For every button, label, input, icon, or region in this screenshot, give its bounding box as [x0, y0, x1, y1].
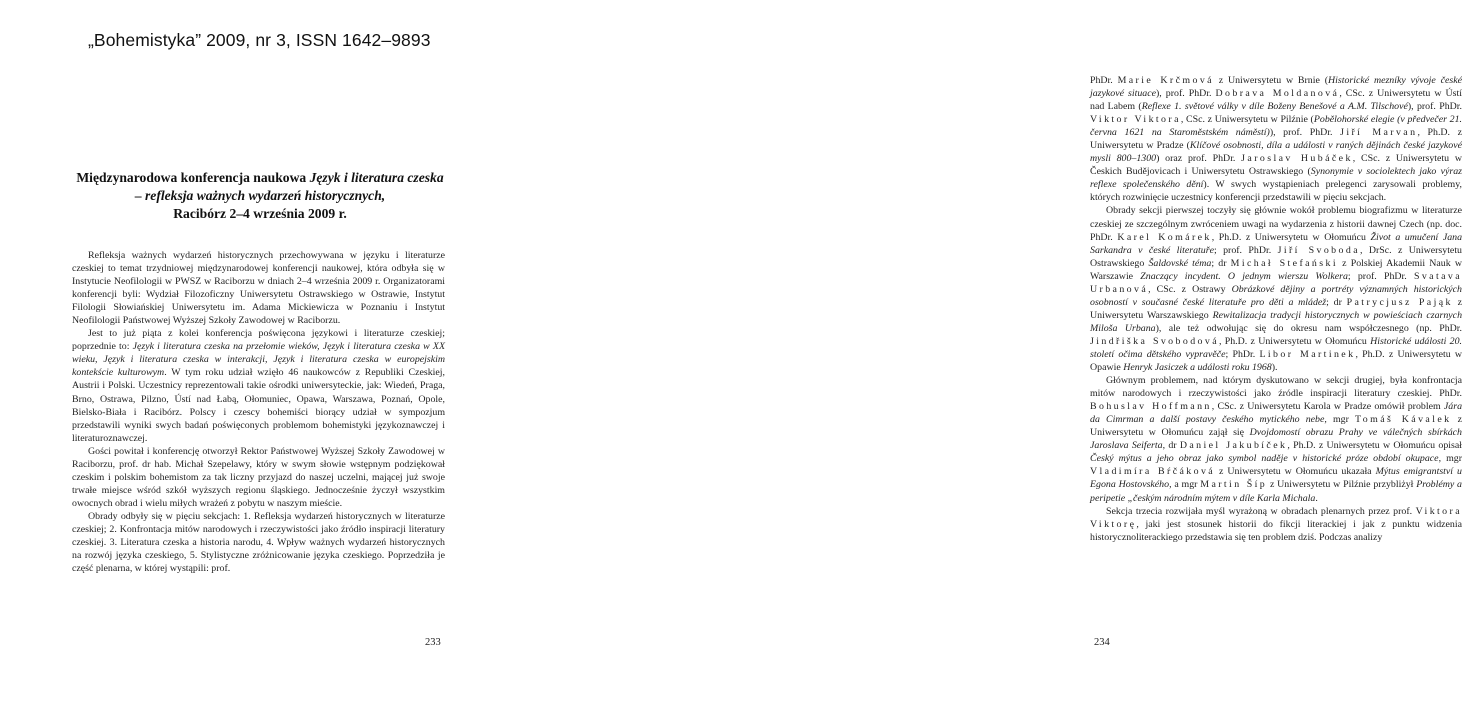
text-run: Głównym problemem, nad którym dyskutowano w sekcji drugiej, była konfrontacja mitów narodowych i rzeczywistości jako źródle inspiracji literatury czeskiej. PhDr. [1090, 375, 1462, 400]
talk-title: Rewitalizacja tradycji historycznych w powieściach czarnych Miloša Urbana [1090, 309, 1462, 334]
talk-title: Historické mezníky vývoje české jazykové situace [1090, 75, 1462, 100]
speaker-name: Martin Šíp [1200, 479, 1268, 491]
text-run: ; prof. PhDr. [1347, 270, 1414, 282]
talk-title: Život a umučení Jana Sarkandra v české literatuře [1090, 231, 1462, 256]
text-run: , Ph.D. z Uniwersytetu w Ołomuńcu [1218, 335, 1371, 347]
speaker-name: Viktor Viktora [1090, 114, 1181, 126]
title-line-3: Racibórz 2–4 września 2009 r. [173, 206, 347, 221]
text-run: , CSc. z Uniwersytetu Karola w Pradze omówił problem [1211, 401, 1444, 413]
text-run: , CSc. z Uniwersytetu w Českich Budějovicach i Uniwersytetu Ostrawskiego ( [1090, 153, 1462, 178]
talk-title: Historické události 20. století očima dětského vypravěče [1090, 335, 1462, 360]
paragraph-2-italic: Język i literatura czeska na przełomie wieków, Język i literatura czeska w XX wieku, Język i literatura czeska w interakcji, Język i literatura czeska w europejskim kontekście kulturowym [72, 341, 445, 379]
paragraph-4: Obrady odbyły się w pięciu sekcjach: 1. Refleksja wydarzeń historycznych w literaturze czeskiej; 2. Konfrontacja mitów narodowych i rzeczywistości jako źródło inspiracji literatury czeskiej. 3. Literatura czeska a historia narodu, 4. Wpływ ważnych wydarzeń historycznych na rozwój języka czeskiego, 5. Stylistyczne zróżnicowanie języka czeskiego. Poprzedziła je część plenarna, w której wystąpili: prof. [72, 510, 445, 575]
text-run: ), prof. PhDr. [1156, 88, 1216, 100]
paragraph-2-a: Jest to już piąta z kolei konferencja poświęcona językowi i literaturze czeskiej; poprzednie to: [72, 328, 445, 353]
speaker-name: Jaroslav Hubáček [1241, 153, 1353, 165]
text-run: Obrady sekcji pierwszej toczyły się głównie wokół problemu biografizmu w literaturze czeskiej ze szczególnym zwróceniem uwagi na wydarzenia z historii dawnej Czech (np. doc. PhDr. [1090, 205, 1462, 243]
talk-title: Obrázkové dějiny a portréty významných historických osobností v současné české literatuře pro děti a mládež [1090, 283, 1462, 308]
title-line-2-text: – refleksja ważnych wydarzeń historycznych, [134, 188, 386, 203]
left-page [0, 0, 512, 724]
paragraph-3: Gości powitał i konferencję otworzył Rektor Państwowej Wyższej Szkoły Zawodowej w Raciborzu, prof. dr hab. Michał Szepelawy, który w swym słowie wstępnym podziękował czeskim i polskim bohemistom za tak liczny przyjazd do naszej uczelni, mającej już swoje trwałe miejsce wśród szkół wyższych regionu śląskiego. Jednocześnie życzył wszystkim owocnych obrad i wielu miłych wrażeń z pobytu w naszym mieście. [72, 445, 445, 509]
paragraph-2-b: . W tym roku udział wzięło 46 naukowców z Republiki Czeskiej, Austrii i Polski. Uczestnicy reprezentowali takie ośrodki uniwersyteckie, jak: Wiedeń, Praga, Brno, Ostrawa, Pilzno, Ústí nad Łabą, Ołomuniec, Opawa, Warszawa, Poznań, Opole, Bielsko-Biała i Racibórz. Polscy i czescy bohemiści biorący udział w sympozjum przedstawili wyniki swych badań poświęconych problemom bohemistyki językoznawczej i literaturoznawczej. [72, 367, 445, 444]
talk-title: Jára da Cimrman a další postavy českého mytického nebe [1090, 401, 1462, 426]
title-line-1-prefix: Międzynarodowa konferencja naukowa [76, 170, 310, 185]
text-run: , Ph.D. z Uniwersytetu w Ołomuńcu opisał [1287, 440, 1462, 452]
talk-title: Český mýtus a jeho obraz jako symbol naděje v historické próze období okupace [1090, 453, 1439, 465]
text-run: ) oraz prof. PhDr. [1156, 153, 1242, 165]
speaker-name: Dobrava Moldanová [1215, 88, 1340, 100]
text-run: ). W swych wystąpieniach prelegenci zarysowali problemy, których rozwinięcie uczestnicy konferencji przedstawili w pięciu sekcjach. [1090, 179, 1462, 204]
speaker-name: Vladimíra Bŕčáková [1090, 466, 1216, 478]
talk-title: Dvojdomostí obrazu Prahy ve válečných sbírkách Jaroslava Seiferta [1090, 427, 1462, 452]
page-number-right: 234 [1094, 637, 1110, 648]
text-run: , jaki jest stosunek historii do fikcji literackiej i jak z punktu widzenia historycznoliterackiego przedstawia się ten problem dziś. Podczas analizy [1090, 518, 1462, 543]
talk-title: Klíčové osobnosti, díla a události v raných dějinách české jazykové mysli 800–1300 [1090, 140, 1462, 165]
speaker-name: Daniel Jakubíček [1179, 440, 1288, 452]
paragraph-5 [1090, 74, 1462, 204]
text-run: z Uniwersytetu w Pilźnie przybliżył [1267, 479, 1417, 491]
text-run: , a mgr [1169, 479, 1201, 491]
text-run: , CSc. z Uniwersytetu w Ústí nad Labem ( [1090, 88, 1462, 113]
talk-title: Pobělohorské elegie (v předvečer 21. června 1621 na Staroměstském náměstí) [1090, 114, 1462, 139]
text-run: ). [1271, 362, 1278, 374]
speaker-name: Karel Komárek [1117, 231, 1212, 243]
speaker-name: Patrycjusz Pająk [1346, 296, 1453, 308]
text-run: , Ph.D. z Uniwersytetu w Pradze ( [1090, 127, 1462, 152]
running-head: „Bohemistyka” 2009, nr 3, ISSN 1642–9893 [88, 30, 431, 50]
text-run: , mgr [1438, 453, 1462, 465]
text-run: , CSc. z Ostrawy [1148, 283, 1232, 295]
speaker-name: Svatava Urbanová [1090, 270, 1462, 295]
right-page-body [1090, 74, 1462, 544]
talk-title: Henryk Jasiczek a události roku 1968 [1123, 362, 1272, 374]
talk-title: Reflexe 1. světové války v díle Boženy Benešové a A.M. Tilschové [1141, 101, 1408, 113]
speaker-name: Jiří Svoboda [1277, 244, 1360, 256]
text-run: ; prof. PhDr. [1213, 244, 1278, 256]
text-run: , Ph.D. z Uniwersytetu w Ołomuńcu [1211, 231, 1371, 243]
text-run: ), prof. PhDr. [1407, 101, 1462, 113]
left-page-body [72, 249, 445, 575]
text-run: , dr [1162, 440, 1180, 452]
paragraph-7 [1090, 374, 1462, 504]
speaker-name: Viktora Viktorę [1090, 505, 1462, 530]
speaker-name: Tomáš Kávalek [1355, 414, 1452, 426]
text-run: PhDr. [1090, 75, 1118, 86]
speaker-name: Michał Stefański [1230, 257, 1338, 269]
speaker-name: Jindřiška Svobodová [1090, 335, 1219, 347]
talk-title: Znaczący incydent. O jednym wierszu Wolkera [1140, 270, 1348, 282]
text-run: z Polskiej Akademii Nauk w Warszawie [1090, 257, 1462, 282]
text-run: z Uniwersytetu w Ołomuńcu zajął się [1090, 414, 1462, 439]
text-run: ; PhDr. [1225, 348, 1260, 360]
text-run: , Ph.D. z Uniwersytetu w Opawie [1090, 348, 1462, 374]
right-page [512, 0, 1462, 724]
speaker-name: Libor Martinek [1259, 348, 1356, 360]
text-run: ), ale też odwołując się do okresu nam współczesnego (np. PhDr. [1155, 322, 1462, 334]
page-number-left: 233 [425, 637, 441, 648]
title-line-2 [72, 187, 448, 205]
speaker-name: Jiří Marvan [1340, 127, 1418, 139]
talk-title: Synonymie v sociolektech jako výraz reflexe společenského dění [1090, 166, 1462, 191]
title-line-1 [72, 169, 448, 187]
text-run: , CSc. z Uniwersytetu w Pilźnie ( [1180, 114, 1314, 126]
text-run: z Uniwersytetu w Ołomuńcu ukazała [1215, 466, 1376, 478]
article-title [72, 169, 448, 223]
text-run: ; dr [1326, 296, 1347, 308]
text-run: ; dr [1211, 257, 1231, 269]
talk-title: Problémy a peripetie „českým národním mýtem v díle Karla Michala [1090, 479, 1462, 504]
paragraph-8 [1090, 505, 1462, 544]
text-run: Sekcja trzecia rozwijała myśl wyrażoną w obradach plenarnych przez prof. [1106, 505, 1416, 517]
text-run: z Uniwersytetu Warszawskiego [1090, 296, 1462, 321]
paragraph-1: Refleksja ważnych wydarzeń historycznych przechowywana w języku i literaturze czeskiej to temat trzydniowej międzynarodowej konferencji naukowej, która odbyła się w Instytucie Neofilologii w PWSZ w Raciborzu w dniach 2–4 września 2009 r. Organizatorami konferencji byli: Wydział Filozoficzny Uniwersytetu Ostrawskiego w Ostrawie, Instytut Filologii Słowiańskiej Uniwersytetu im. Adama Mickiewicza w Poznaniu i Instytut Neofilologii Państwowej Wyższej Szkoły Zawodowej w Raciborzu. [72, 250, 445, 327]
text-run: . [1315, 492, 1318, 504]
speaker-name: Marie Krčmová [1117, 75, 1214, 86]
title-line-1-italic: Język i literatura czeska [309, 170, 444, 185]
text-run: , mgr [1324, 414, 1356, 426]
paragraph-6 [1090, 204, 1462, 374]
text-run: , DrSc. z Uniwersytetu Ostrawskiego [1090, 244, 1462, 269]
talk-title: Šaldovské téma [1148, 257, 1212, 269]
paragraph-2 [72, 327, 445, 444]
text-run: z Uniwersytetu w Brnie ( [1213, 75, 1328, 86]
speaker-name: Bohuslav Hoffmann [1090, 401, 1212, 413]
text-run: ), prof. PhDr. [1269, 127, 1341, 139]
talk-title: Mýtus emigrantství u Egona Hostovského [1090, 466, 1462, 491]
